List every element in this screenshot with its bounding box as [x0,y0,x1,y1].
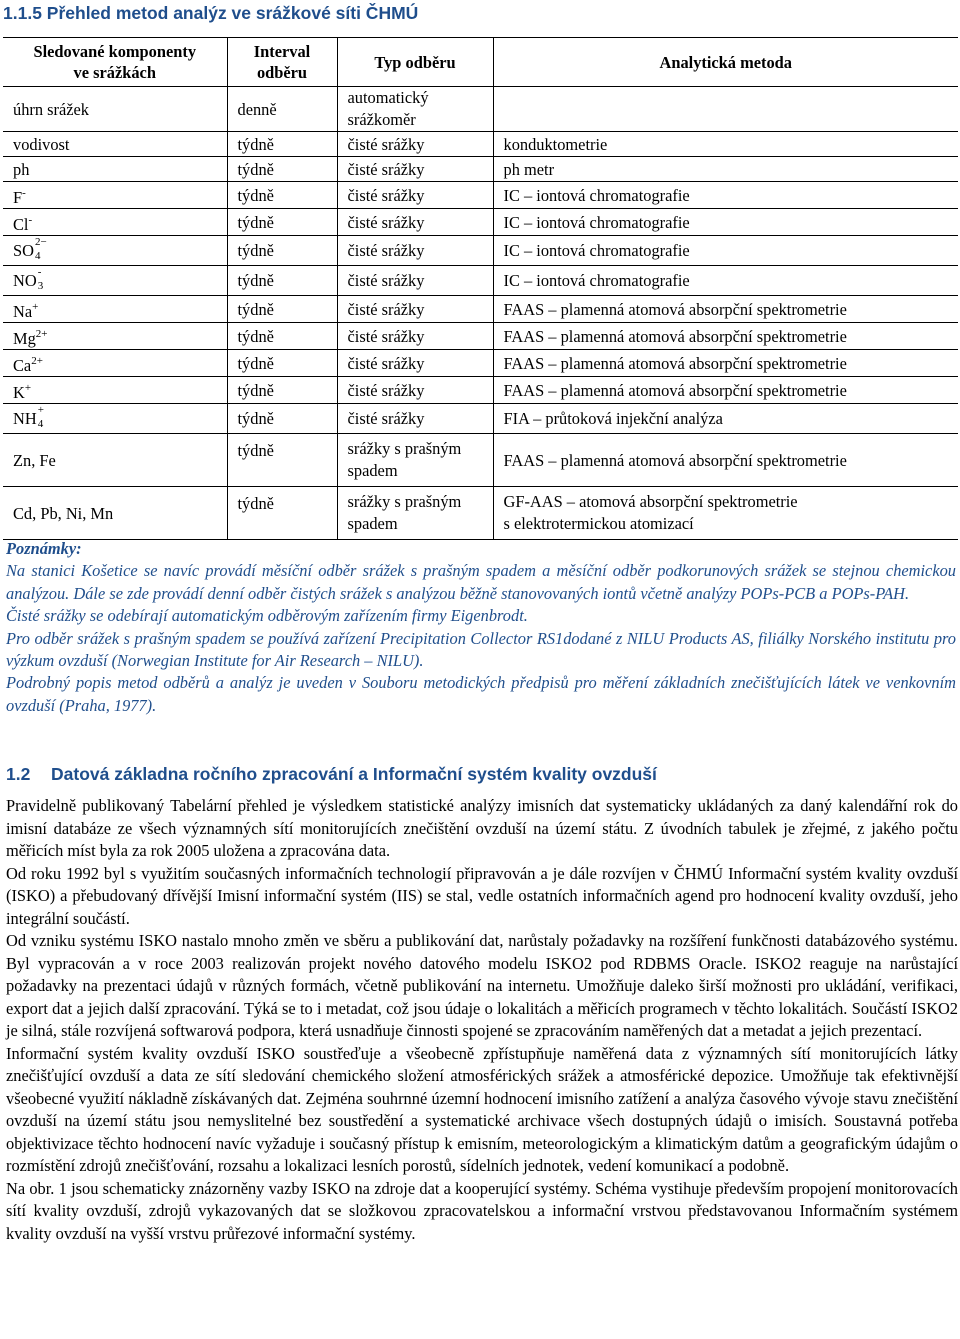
table-row [3,157,958,182]
ion-base: NH [13,409,37,428]
cell-component [3,377,227,404]
header-method: Analytická metoda [493,38,958,87]
cell-method: FAAS – plamenná atomová absorpční spektrometrie [493,296,958,323]
cell-method: konduktometrie [493,132,958,157]
cell-method: IC – iontová chromatografie [493,209,958,236]
cell-component [3,266,227,296]
cell-interval: týdně [227,182,337,209]
ion-indices [37,404,49,430]
table-row [3,296,958,323]
cell-method: FAAS – plamenná atomová absorpční spektrometrie [493,323,958,350]
ion-charge: - [28,214,33,226]
cell-type [337,434,493,487]
cell-method: IC – iontová chromatografie [493,182,958,209]
ion-indices [37,266,49,292]
cell-type-line2: spadem [347,461,398,480]
cell-component [3,209,227,236]
cell-method [493,87,958,132]
cell-component [3,350,227,377]
cell-type: čisté srážky [337,266,493,296]
table-row [3,209,958,236]
body-paragraph: Informační systém kvality ovzduší ISKO soustřeďuje a všeobecně zpřístupňuje naměřená data z významných sítí monitorujících látky znečišťující ovzduší a data ze sítí sledování chemického složení atmosférických srážek a atmosférické depozice. Umožňuje tak efektivnější všeobecné využití nákladně získávaných dat. Zejména souhrnné územní hodnocení imisního zatížení a analýza časového vývoje stavu znečištění ovzduší na území státu jsou nemyslitelné bez soustředění a systematické archivace všech dostupných údajů o imisích. Soustavná potřeba objektivizace těchto hodnocení navíc vyžaduje i současný přístup k emisním, meteorologickým a klimatickým datům a geografickým údajům o rozmístění zdrojů znečišťování, rozsahu a lokalizaci lesních porostů, sídelních jednotek, vedení komunikací a podobně. [6,1043,958,1175]
table-row [3,132,958,157]
header-components [3,38,227,87]
ion-base: K [13,383,25,402]
cell-interval: denně [227,87,337,132]
note-paragraph: Na stanici Košetice se navíc provádí měsíční odběr srážek s prašným spadem a měsíční odběr podkorunových srážek se stejnou chemickou analýzou. Dále se zde provádí denní odběr čistých srážek s analýzou běžně stanovovaných iontů včetně analýzy POPs-PCB a POPs-PAH. [6,561,956,603]
cell-interval: týdně [227,266,337,296]
cell-type [337,87,493,132]
body-text [6,795,958,1245]
cell-component: vodivost [3,132,227,157]
header-interval-line1: Interval [253,42,311,61]
body-paragraph: Od vzniku systému ISKO nastalo mnoho změn ve sběru a publikování dat, narůstaly požadavky na rozšíření funkčnosti databázového systému. Byl vypracován a v roce 2003 realizován projekt nového datového modelu ISKO2 pod RDBMS Oracle. ISKO2 reaguje na narůstající požadavky na prezentaci údajů v různých formách, včetně publikování na internetu. Umožňuje daleko širší možnosti pro ukládání, verifikaci, export dat a jejich další zpracování. Týká se to i metadat, což jsou údaje o lokalitách a měřicích programech v těchto lokalitách. Součástí ISKO2 je silná, stále rozvíjená softwarová podpora, která usnadňuje činnosti spojené se zpracováním naměřených dat a metadat a jejich prezentací. [6,931,958,1040]
cell-method-line2: s elektrotermickou atomizací [503,514,694,533]
cell-interval: týdně [227,157,337,182]
cell-type-line2: srážkoměr [347,110,416,129]
table-row [3,434,958,487]
methods-table [3,37,958,540]
cell-component: ph [3,157,227,182]
section-title: 1.1.5 Přehled metod analýz ve srážkové síti ČHMÚ [3,3,419,23]
ion-base: NO [13,271,37,290]
cell-interval: týdně [227,236,337,266]
cell-type [337,487,493,540]
ion-charge: + [32,301,39,313]
ion-charge: 2+ [31,355,43,367]
cell-type: čisté srážky [337,323,493,350]
cell-component: úhrn srážek [3,87,227,132]
cell-type: čisté srážky [337,377,493,404]
notes-title: Poznámky: [6,539,82,558]
cell-type: čisté srážky [337,350,493,377]
cell-type-line1: automatický [347,88,429,107]
header-interval-line2: odběru [256,63,308,82]
table-row [3,182,958,209]
cell-interval: týdně [227,404,337,434]
cell-type: čisté srážky [337,132,493,157]
header-components-line2: ve srážkách [73,63,156,82]
ion-base: Ca [13,356,32,375]
table-row [3,266,958,296]
header-components-line1: Sledované komponenty [33,42,197,61]
header-interval [227,38,337,87]
ion-indices [34,236,47,262]
note-paragraph: Podrobný popis metod odběrů a analýz je uveden v Souboru metodických předpisů pro měření základních znečišťujících látek ve venkovním ovzduší (Praha, 1977). [6,673,956,715]
ion-subscript: 3 [37,280,44,292]
ion-charge: + [24,382,32,394]
section2-title: Datová základna ročního zpracování a Informační systém kvality ovzduší [51,764,657,784]
cell-type: čisté srážky [337,209,493,236]
cell-component [3,296,227,323]
cell-component: Zn, Fe [3,434,227,487]
ion-charge: 2− [34,236,47,248]
cell-type-line2: spadem [347,514,398,533]
cell-component [3,236,227,266]
table-header-row [3,38,958,87]
section2-number: 1.2 [6,764,31,784]
cell-type: čisté srážky [337,404,493,434]
cell-interval: týdně [227,350,337,377]
cell-component: Cd, Pb, Ni, Mn [3,487,227,540]
cell-interval: týdně [227,377,337,404]
cell-interval: týdně [227,434,337,487]
cell-method-line1: GF-AAS – atomová absorpční spektrometrie [503,492,798,511]
ion-subscript: 4 [34,250,41,262]
cell-method: FAAS – plamenná atomová absorpční spektrometrie [493,350,958,377]
cell-method: FAAS – plamenná atomová absorpční spektrometrie [493,377,958,404]
cell-method: ph metr [493,157,958,182]
section2-heading [6,763,657,785]
header-type: Typ odběru [337,38,493,87]
cell-method [493,487,958,540]
cell-method: IC – iontová chromatografie [493,236,958,266]
table-row [3,87,958,132]
cell-component [3,323,227,350]
cell-component [3,404,227,434]
ion-subscript: 4 [37,418,44,430]
body-paragraph: Od roku 1992 byl s využitím současných informačních technologií připravován a je dále rozvíjen v ČHMÚ Informační systém kvality ovzduší (ISKO) a přebudovaný dřívější Imisní informační systém (IIS) se stal, vedle ostatních informačních agend pro hodnocení kvality ovzduší, jeho integrální součástí. [6,863,958,928]
note-paragraph: Pro odběr srážek s prašným spadem se používá zařízení Precipitation Collector RS1dodané z NILU Products AS, filiálky Norského institutu pro výzkum ovzduší (Norwegian Institute for Air Research – NILU). [6,628,956,671]
cell-method: FAAS – plamenná atomová absorpční spektrometrie [493,434,958,487]
ion-base: F [13,188,23,207]
ion-base: Mg [13,329,36,348]
cell-type: čisté srážky [337,182,493,209]
cell-type-line1: srážky s prašným [347,492,462,511]
cell-interval: týdně [227,209,337,236]
cell-interval: týdně [227,296,337,323]
ion-charge: - [37,266,42,278]
notes-section [6,538,956,717]
table-row [3,350,958,377]
ion-charge: - [22,187,26,199]
cell-method: IC – iontová chromatografie [493,266,958,296]
cell-type-line1: srážky s prašným [347,439,462,458]
cell-method: FIA – průtoková injekční analýza [493,404,958,434]
ion-charge: 2+ [35,328,48,340]
cell-type: čisté srážky [337,236,493,266]
body-paragraph: Na obr. 1 jsou schematicky znázorněny vazby ISKO na zdroje dat a kooperující systémy. Schéma vystihuje především propojení monitorovacích sítí kvality ovzduší, zdrojů vykazovaných dat se složkovou zpracovatelskou a informační vrstvou představovanou Informačním systémem kvality ovzduší na vyšší vrstvu průřezové informační systémy. [6,1178,958,1243]
table-row [3,404,958,434]
table-row [3,323,958,350]
cell-type: čisté srážky [337,157,493,182]
ion-base: SO [13,241,34,260]
cell-type: čisté srážky [337,296,493,323]
cell-interval: týdně [227,132,337,157]
table-row [3,236,958,266]
note-paragraph: Čisté srážky se odebírají automatickým odběrovým zařízením firmy Eigenbrodt. [6,606,528,626]
table-row [3,377,958,404]
table-row [3,487,958,540]
body-paragraph: Pravidelně publikovaný Tabelární přehled je výsledkem statistické analýzy imisních dat systematicky ukládaných za daný kalendářní rok do imisní databáze ze všech významných sítí monitorujících znečištění ovzduší na území státu. Z úvodních tabulek je zřejmé, z jakého počtu měřicích míst byla za rok 2005 uložena a zpracována data. [6,796,958,860]
ion-charge: + [37,404,44,416]
cell-interval: týdně [227,323,337,350]
cell-interval: týdně [227,487,337,540]
ion-base: Na [13,302,33,321]
cell-component [3,182,227,209]
ion-base: Cl [13,215,29,234]
